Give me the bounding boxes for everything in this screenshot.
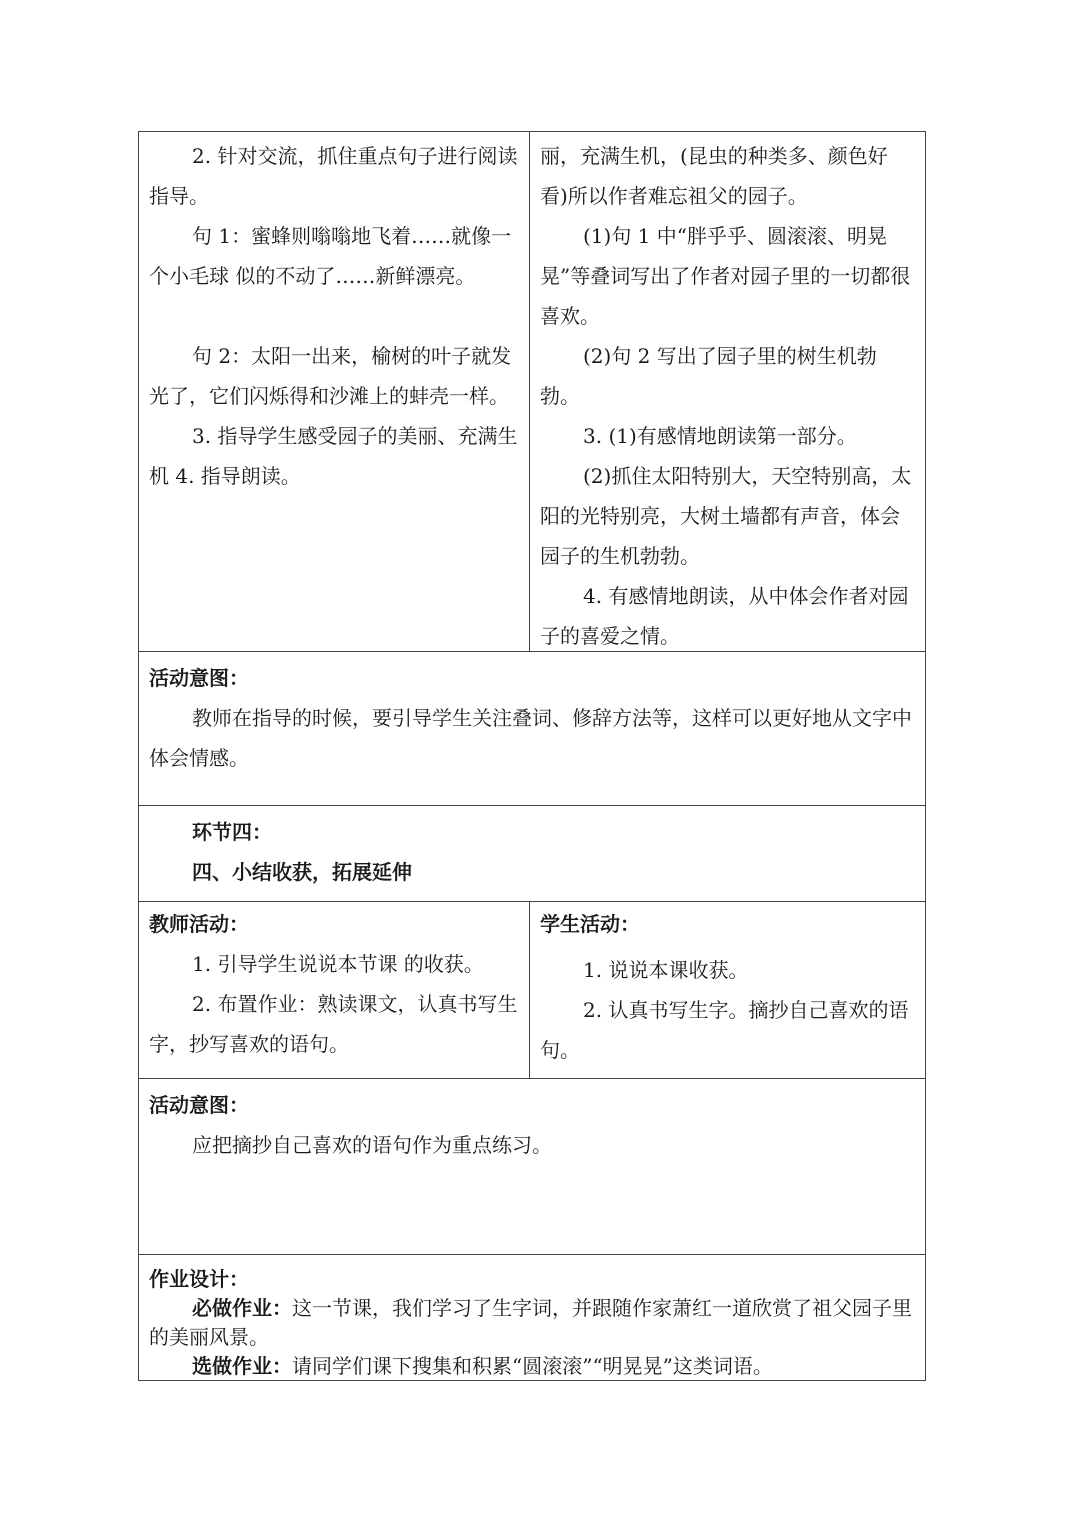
intent-cell-2 xyxy=(139,1079,925,1254)
optional-text: 请同学们课下搜集和积累“圆滚滚”“明晃晃”这类词语。 xyxy=(292,1354,773,1378)
student-activity-cell xyxy=(530,902,925,1078)
teacher-activity-2: 2. 布置作业：熟读课文，认真书写生字，抄写喜欢的语句。 xyxy=(149,992,518,1056)
student-activity-2: 2. 认真书写生字。摘抄自己喜欢的语句。 xyxy=(540,998,909,1062)
lesson-plan-table xyxy=(138,131,926,1381)
homework-label: 作业设计： xyxy=(149,1267,249,1291)
intent-row-1 xyxy=(139,652,925,806)
sentence-2: 句 2：太阳一出来，榆树的叶子就发光了，它们闪烁得和沙滩上的蚌壳一样。 xyxy=(149,344,512,408)
guidance-step-3: 3. 指导学生感受园子的美丽、充满生机 4. 指导朗读。 xyxy=(149,424,518,488)
intent-row-2 xyxy=(139,1079,925,1255)
sentence-1: 句 1：蜜蜂则嗡嗡地飞着……就像一个小毛球 似的不动了……新鲜漂亮。 xyxy=(149,224,512,288)
intent-text-2: 应把摘抄自己喜欢的语句作为重点练习。 xyxy=(192,1133,552,1157)
intent-cell-1 xyxy=(139,652,925,805)
required-text: 这一节课，我们学习了生字词，并跟随作家萧红一道欣赏了祖父园子里的美丽风景。 xyxy=(149,1296,912,1349)
student-activity-1: 1. 说说本课收获。 xyxy=(583,958,749,982)
homework-row xyxy=(139,1255,925,1380)
student-response-cell xyxy=(530,132,925,651)
activities-row xyxy=(139,902,925,1079)
intent-text: 教师在指导的时候，要引导学生关注叠词、修辞方法等，这样可以更好地从文字中体会情感。 xyxy=(149,706,912,770)
response-4: (2)抓住太阳特别大，天空特别高，太阳的光特别亮，大树土墙都有声音，体会园子的生机勃勃。 xyxy=(540,464,912,568)
response-continued: 丽，充满生机，(昆虫的种类多、颜色好看)所以作者难忘祖父的园子。 xyxy=(540,144,888,208)
teacher-activity-1: 1. 引导学生说说本节课 的收获。 xyxy=(192,952,484,976)
student-activity-label: 学生活动： xyxy=(540,912,640,936)
stage-cell xyxy=(139,806,925,901)
required-label: 必做作业： xyxy=(192,1296,292,1320)
teacher-guidance-cell xyxy=(139,132,530,651)
stage-title: 四、小结收获，拓展延伸 xyxy=(192,860,412,884)
optional-homework xyxy=(149,1352,915,1381)
response-3: 3. (1)有感情地朗读第一部分。 xyxy=(583,424,857,448)
stage-label: 环节四： xyxy=(192,820,272,844)
teacher-activity-cell xyxy=(139,902,530,1078)
stage-row xyxy=(139,806,925,902)
response-5: 4. 有感情地朗读，从中体会作者对园子的喜爱之情。 xyxy=(540,584,909,648)
required-homework xyxy=(149,1294,915,1352)
response-1: (1)句 1 中“胖乎乎、圆滚滚、明晃晃”等叠词写出了作者对园子里的一切都很喜欢。 xyxy=(540,224,911,328)
optional-label: 选做作业： xyxy=(192,1354,292,1378)
homework-cell xyxy=(139,1255,925,1380)
guidance-step-2: 2. 针对交流，抓住重点句子进行阅读指导。 xyxy=(149,144,518,208)
guidance-row xyxy=(139,132,925,652)
response-2: (2)句 2 写出了园子里的树生机勃勃。 xyxy=(540,344,877,408)
intent-label-2: 活动意图： xyxy=(149,1093,249,1117)
teacher-activity-label: 教师活动： xyxy=(149,912,249,936)
intent-label: 活动意图： xyxy=(149,666,249,690)
